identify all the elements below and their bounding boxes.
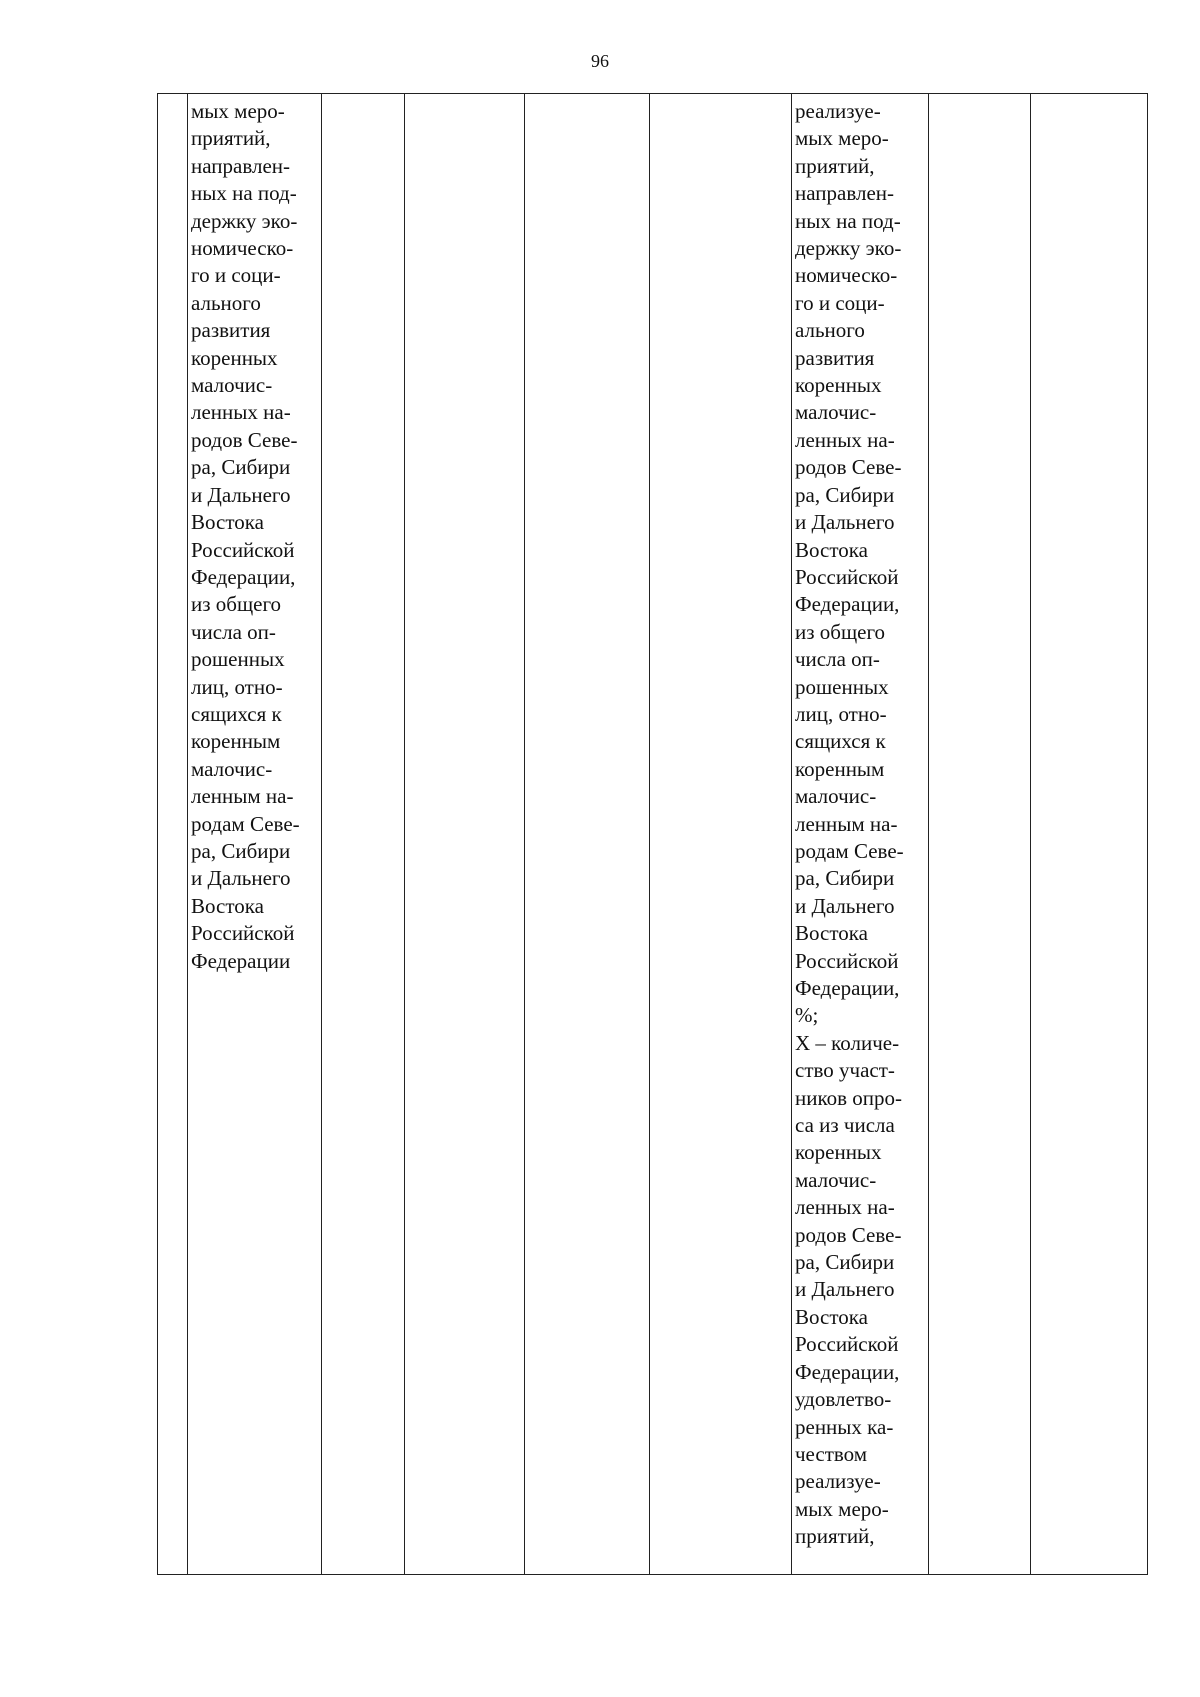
table-cell xyxy=(525,94,650,1575)
table-row xyxy=(158,94,1148,1575)
table-cell xyxy=(405,94,525,1575)
table-cell-indicator-name: мых меро- приятий, направлен- ных на под- держку эко- номическо- го и соци- ального развития коренных малочис- ленных на- родов Севе- ра, Сибири и Дальнего Востока Российской Федерации, из общего числа оп- рошенных лиц, отно- сящихся к коренным малочис- ленным на- родам Севе- ра, Сибири и Дальнего Востока Российской Федерации xyxy=(188,94,322,1575)
table-cell xyxy=(650,94,792,1575)
page-number: 96 xyxy=(591,51,609,71)
table-cell xyxy=(929,94,1031,1575)
table-cell xyxy=(1031,94,1148,1575)
table-cell xyxy=(322,94,405,1575)
data-table xyxy=(157,93,1148,1575)
table-cell-calculation-method: реализуе- мых меро- приятий, направлен- ных на под- держку эко- номическо- го и соци- ального развития коренных малочис- ленных на- родов Севе- ра, Сибири и Дальнего Востока Российской Федерации, из общего числа оп- рошенных лиц, отно- сящихся к коренным малочис- ленным на- родам Севе- ра, Сибири и Дальнего Востока Российской Федерации, %; X – количе- ство участ- ников опро- са из числа коренных малочис- ленных на- родов Севе- ра, Сибири и Дальнего Востока Российской Федерации, удовлетво- ренных ка- чеством реализуе- мых меро- приятий, xyxy=(792,94,929,1575)
table-cell-number xyxy=(158,94,188,1575)
